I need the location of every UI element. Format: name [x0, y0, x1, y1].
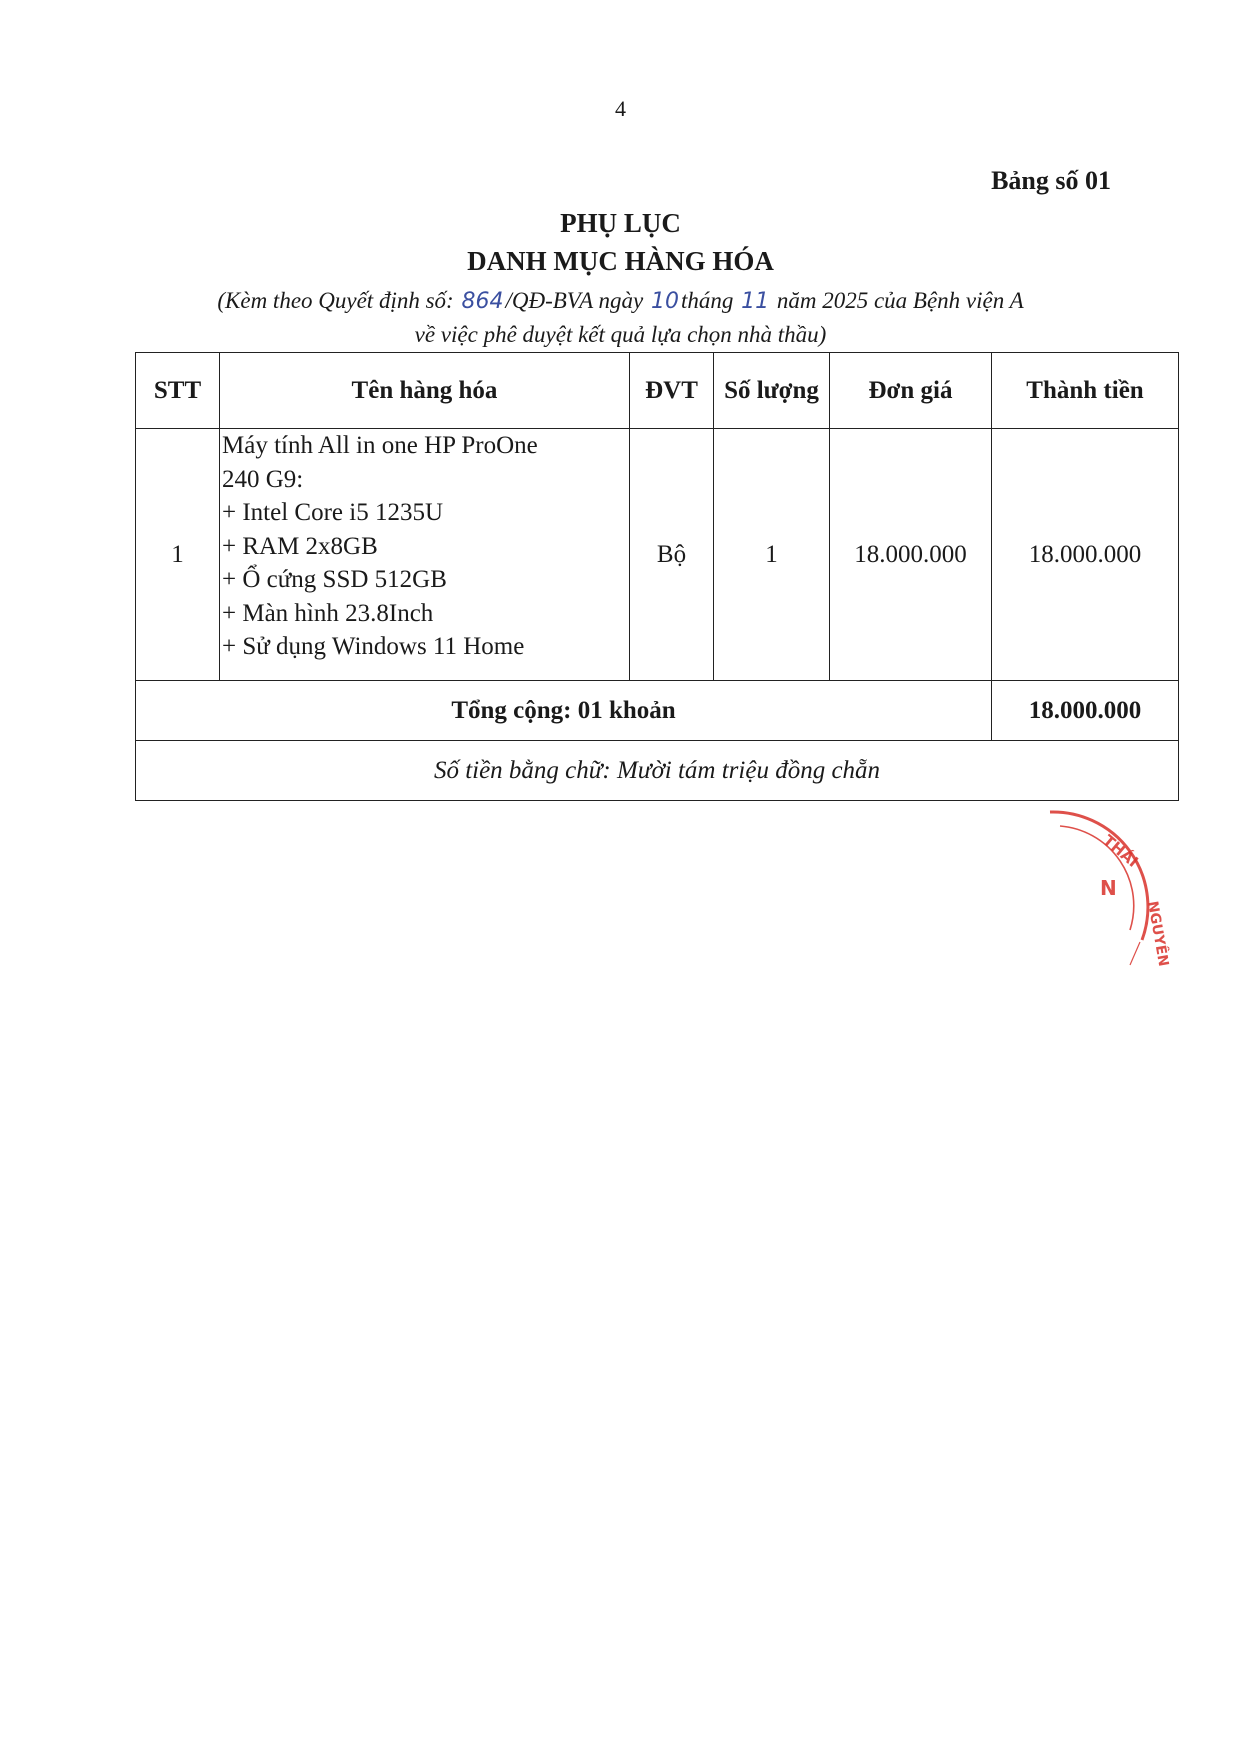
table-reference: Bảng số 01 — [991, 166, 1111, 195]
header-amount: Thành tiền — [992, 353, 1179, 429]
total-value: 18.000.000 — [992, 681, 1179, 741]
item-name-line: 240 G9: — [222, 465, 304, 493]
spec-ram: + RAM 2x8GB — [222, 532, 378, 560]
stamp-text-side: NGUYÊN — [1144, 899, 1172, 968]
red-seal-stamp — [1030, 790, 1205, 990]
decision-mid-1: /QĐ-BVA ngày — [505, 288, 644, 313]
cell-unit: Bộ — [630, 429, 714, 681]
decision-reference — [0, 288, 1241, 314]
handwritten-month: 11 — [741, 289, 770, 314]
header-unit: ĐVT — [630, 353, 714, 429]
header-unit-price: Đơn giá — [830, 353, 992, 429]
header-quantity: Số lượng — [714, 353, 830, 429]
stamp-text-top: THÁI — [1099, 831, 1142, 871]
decision-mid-2: tháng — [680, 288, 734, 313]
cell-item-name — [220, 429, 630, 681]
table-row — [136, 429, 1179, 681]
spec-os: + Sử dụng Windows 11 Home — [222, 633, 525, 660]
appendix-title: PHỤ LỤC — [560, 208, 681, 238]
item-name-line: Máy tính All in one HP ProOne — [222, 432, 538, 459]
cell-amount: 18.000.000 — [992, 429, 1179, 681]
spec-cpu: + Intel Core i5 1235U — [222, 499, 444, 526]
stamp-text-mid: N — [1100, 876, 1117, 900]
cell-stt: 1 — [136, 429, 220, 681]
total-row — [136, 681, 1179, 741]
cell-quantity: 1 — [714, 429, 830, 681]
goods-table — [135, 352, 1179, 801]
decision-reference-line-2: về việc phê duyệt kết quả lựa chọn nhà thầu) — [414, 322, 827, 347]
amount-in-words: Số tiền bằng chữ: Mười tám triệu đồng chẵn — [136, 741, 1179, 801]
decision-suffix: năm 2025 của Bệnh viện A — [776, 288, 1024, 313]
handwritten-day: 10 — [650, 289, 679, 314]
page-number: 4 — [615, 96, 626, 121]
decision-prefix: (Kèm theo Quyết định số: — [217, 288, 454, 313]
spec-storage: + Ổ cứng SSD 512GB — [222, 566, 447, 593]
spec-display: + Màn hình 23.8Inch — [222, 599, 434, 627]
goods-list-title: DANH MỤC HÀNG HÓA — [467, 246, 774, 276]
table-header-row — [136, 353, 1179, 429]
cell-unit-price: 18.000.000 — [830, 429, 992, 681]
total-label: Tổng cộng: 01 khoản — [136, 681, 992, 741]
header-item-name: Tên hàng hóa — [220, 353, 630, 429]
header-stt: STT — [136, 353, 220, 429]
handwritten-decision-number: 864 — [461, 289, 504, 314]
amount-in-words-row — [136, 741, 1179, 801]
